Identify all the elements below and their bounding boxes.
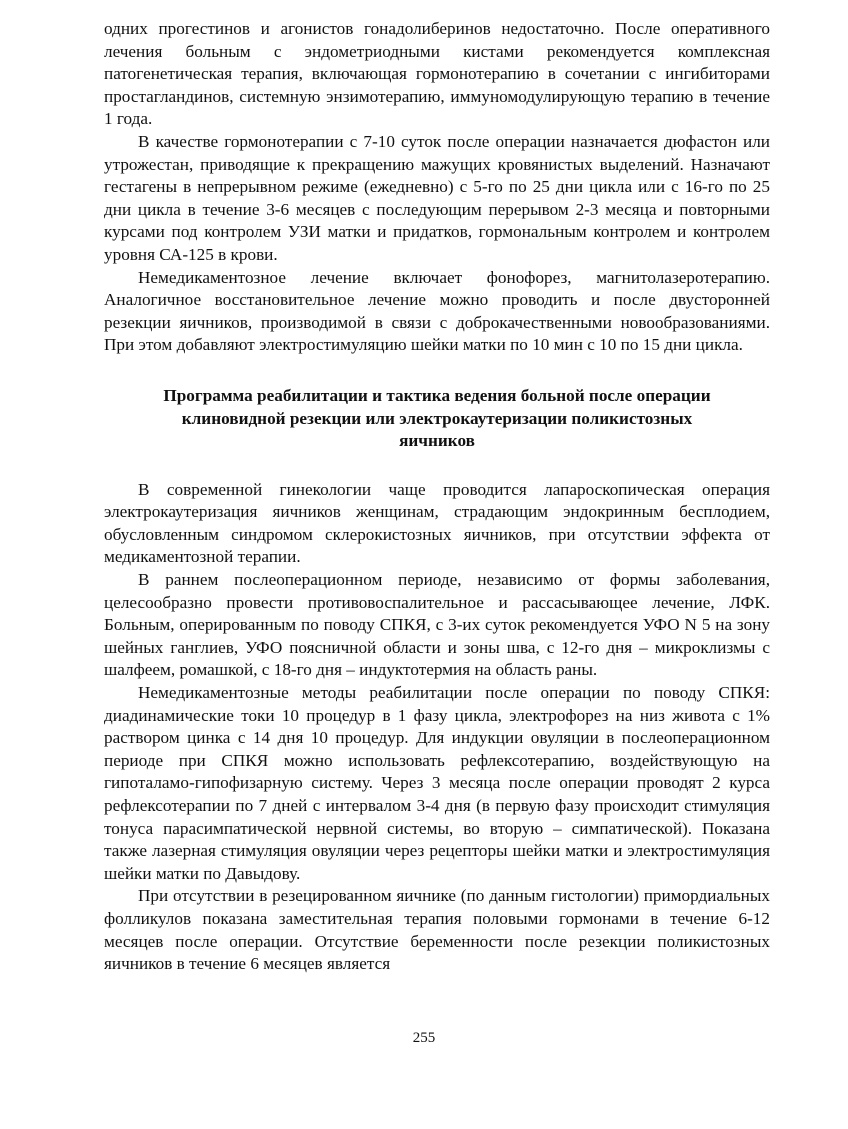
section-heading [104, 385, 770, 453]
heading-line-3: яичников [399, 431, 475, 451]
paragraph-continuation: одних прогестинов и агонистов гонадолиберинов недостаточно. После оперативного лечения больным с эндометриодными кистами рекомендуется комплексная патогенетическая терапия, включающая гормонотерапию в сочетании с ингибиторами простагландинов, системную энзимотерапию, иммуномодулирующую терапию в течение 1 года. [104, 19, 770, 129]
paragraph-early-postop: В раннем послеоперационном периоде, независимо от формы заболевания, целесообразно провести противовоспалительное и рассасывающее лечение, ЛФК. Больным, оперированным по поводу СПКЯ, с 3-их суток рекомендуется УФО N 5 на зону шейных ганглиев, УФО поясничной области и зоны шва, с 12-го дня – микроклизмы с шалфеем, ромашкой, с 18-го дня – индуктотермия на область раны. [104, 570, 770, 680]
heading-line-2: клиновидной резекции или электрокаутеризации поликистозных [181, 408, 693, 428]
paragraph-replacement-therapy: При отсутствии в резецированном яичнике (по данным гистологии) примордиальных фолликулов показана заместительная терапия половыми гормонами в течение 6-12 месяцев после операции. Отсутствие беременности после резекции поликистозных яичников в течение 6 месяцев является [104, 886, 770, 974]
page-number: 255 [412, 1030, 436, 1046]
heading-line-1: Программа реабилитации и тактика ведения больной после операции [163, 385, 711, 405]
paragraph-hormone-therapy: В качестве гормонотерапии с 7-10 суток после операции назначается дюфастон или утрожестан, приводящие к прекращению мажущих кровянистых выделений. Назначают гестагены в непрерывном режиме (ежедневно) с 5-го по 25 дни цикла или с 16-го по 25 дни цикла в течение 3-6 месяцев с последующим перерывом 2-3 месяца и повторными курсами под контролем УЗИ матки и придатков, гормональным контролем и контролем уровня СА-125 в крови. [104, 131, 770, 264]
paragraph-rehab-methods: Немедикаментозные методы реабилитации после операции по поводу СПКЯ: диадинамические токи 10 процедур в 1 фазу цикла, электрофорез на низ живота с 1% раствором цинка с 14 дня 10 процедур. Для индукции овуляции в послеоперационном периоде при СПКЯ можно использовать рефлексотерапию, воздействующую на гипоталамо-гипофизарную систему. Через 3 месяца после операции проводят 2 курса рефлексотерапии по 7 дней с интервалом 3-4 дня (в первую фазу происходит стимуляция тонуса парасимпатической нервной системы, во вторую – симпатической). Показана также лазерная стимуляция овуляции через рецепторы шейки матки и электростимуляция шейки матки по Давыдову. [104, 683, 770, 883]
paragraph-laparoscopy: В современной гинекологии чаще проводится лапароскопическая операция электрокаутеризация яичников женщинам, страдающим эндокринным бесплодием, обусловленным синдромом склерокистозных яичников, при отсутствии эффекта от медикаментозной терапии. [104, 479, 770, 567]
paragraph-non-drug-treatment: Немедикаментозное лечение включает фонофорез, магнитолазеротерапию. Аналогичное восстановительное лечение можно проводить и после двусторонней резекции яичников, производимой в связи с доброкачественными новообразованиями. При этом добавляют электростимуляцию шейки матки по 10 мин с 10 по 15 дни цикла. [104, 267, 770, 355]
